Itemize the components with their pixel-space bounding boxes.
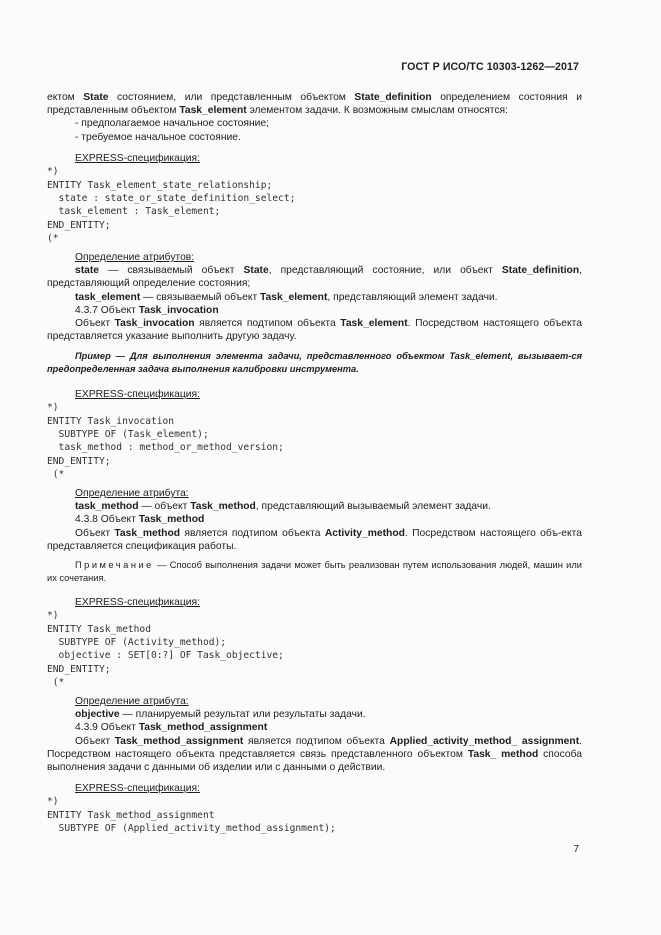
section-paragraph: Объект Task_invocation является подтипом объекта Task_element. Посредством настоящего объекта представляется указание выполнить другую задачу. bbox=[47, 318, 582, 343]
intro-paragraph: ектом State состоянием, или представленным объектом State_definition определением состояния и представленным объектом Task_element элементом задачи. К возможным смыслам относятся: bbox=[47, 92, 582, 117]
code-line: *) bbox=[47, 796, 59, 808]
section-paragraph: Объект Task_method является подтипом объекта Activity_method. Посредством настоящего объ-екта представляется спецификация работы. bbox=[47, 527, 582, 552]
code-line: *) bbox=[47, 610, 59, 622]
code-line: ENTITY Task_element_state_relationship; bbox=[47, 179, 273, 191]
note-text: Примечание — Способ выполнения задачи может быть реализован путем использования людей, машин или их сочетания. bbox=[47, 560, 582, 583]
code-line: (* bbox=[47, 469, 65, 481]
express-label: EXPRESS-спецификация: bbox=[75, 783, 200, 794]
standard-header: ГОСТ Р ИСО/ТС 10303-1262—2017 bbox=[401, 61, 579, 73]
code-line: SUBTYPE OF (Task_element); bbox=[47, 429, 209, 441]
express-label: EXPRESS-спецификация: bbox=[75, 389, 200, 400]
code-line: task_method : method_or_method_version; bbox=[47, 442, 284, 454]
code-line: ENTITY Task_method bbox=[47, 623, 151, 635]
code-line: SUBTYPE OF (Activity_method); bbox=[47, 637, 227, 649]
section-heading: 4.3.8 Объект Task_method bbox=[75, 514, 205, 526]
section-heading: 4.3.7 Объект Task_invocation bbox=[75, 304, 219, 316]
code-line: *) bbox=[47, 166, 59, 178]
intro-block bbox=[47, 91, 582, 144]
code-line: task_element : Task_element; bbox=[47, 206, 221, 218]
example-block bbox=[47, 350, 582, 375]
code-line: state : state_or_state_definition_select; bbox=[47, 193, 296, 205]
page-number: 7 bbox=[573, 844, 579, 855]
code-line: END_ENTITY; bbox=[47, 219, 111, 231]
express-block-3 bbox=[47, 596, 582, 690]
note-block bbox=[47, 559, 582, 584]
code-line: (* bbox=[47, 677, 65, 689]
section-heading: 4.3.9 Объект Task_method_assignment bbox=[75, 722, 268, 734]
express-label: EXPRESS-спецификация: bbox=[75, 597, 200, 608]
list-item: - требуемое начальное состояние. bbox=[75, 131, 241, 143]
express-block-4 bbox=[47, 782, 582, 835]
attributes-heading: Определение атрибута: bbox=[75, 488, 189, 499]
attributes-block-3 bbox=[47, 695, 582, 774]
attributes-block-2 bbox=[47, 487, 582, 553]
express-block-2 bbox=[47, 388, 582, 482]
express-block-1 bbox=[47, 152, 582, 246]
attributes-heading: Определение атрибутов: bbox=[75, 252, 195, 263]
attribute-definition: task_method — объект Task_method, представляющий вызываемый элемент задачи. bbox=[75, 501, 491, 513]
express-label: EXPRESS-спецификация: bbox=[75, 153, 200, 164]
attributes-block-1 bbox=[47, 251, 582, 343]
example-text: Пример — Для выполнения элемента задачи, представленного объектом Task_element, вызывает-ся предопределенная задача выполнения калибровки инструмента. bbox=[47, 351, 582, 374]
code-line: END_ENTITY; bbox=[47, 455, 111, 467]
code-line: ENTITY Task_method_assignment bbox=[47, 809, 215, 821]
code-line: SUBTYPE OF (Applied_activity_method_assignment); bbox=[47, 823, 336, 835]
attribute-definition: task_element — связываемый объект Task_element, представляющий элемент задачи. bbox=[75, 291, 498, 303]
code-line: objective : SET[0:?] OF Task_objective; bbox=[47, 650, 284, 662]
section-paragraph: Объект Task_method_assignment является подтипом объекта Applied_activity_method_ assignment. Посредством настоящего объекта представляется связь представленного объектом Task_ method способа выполнения задачи с данными об изделии или с данными о действии. bbox=[47, 735, 582, 774]
code-line: ENTITY Task_invocation bbox=[47, 415, 175, 427]
code-line: END_ENTITY; bbox=[47, 663, 111, 675]
list-item: - предполагаемое начальное состояние; bbox=[75, 118, 270, 130]
attribute-definition: state — связываемый объект State, представляющий состояние, или объект State_definition, представляющий определение состояния; bbox=[47, 265, 583, 290]
code-line: (* bbox=[47, 233, 59, 245]
attributes-heading: Определение атрибута: bbox=[75, 696, 189, 707]
attribute-definition: objective — планируемый результат или результаты задачи. bbox=[75, 709, 366, 721]
code-line: *) bbox=[47, 402, 59, 414]
